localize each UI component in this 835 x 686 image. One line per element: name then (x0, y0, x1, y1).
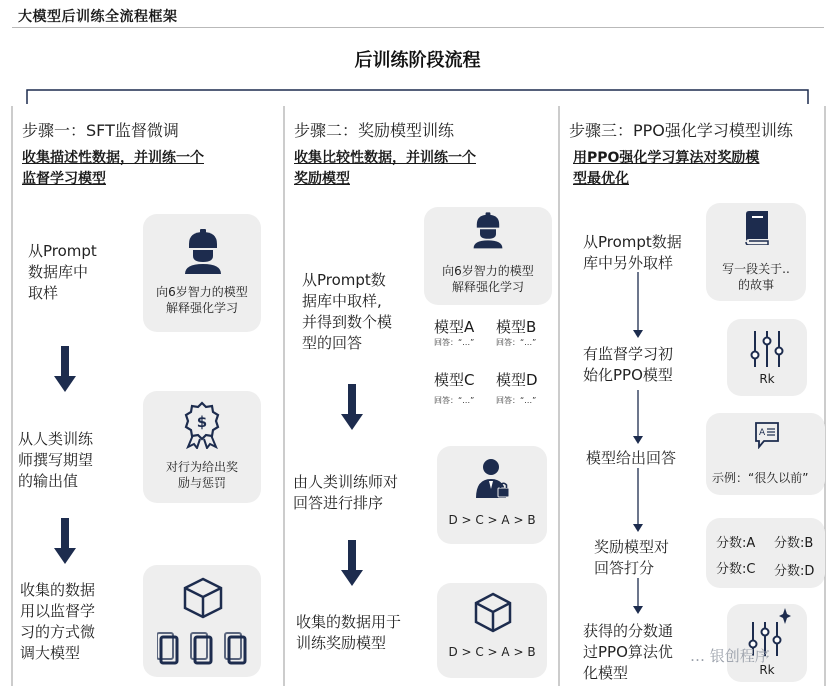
page-title: 大模型后训练全流程框架 (18, 9, 178, 25)
step-one-card-reward (143, 391, 261, 503)
step-three-card-answer-text: 示例：“很久以前” (712, 471, 809, 485)
down-arrow-icon (341, 540, 363, 588)
step-two-card-prompt-text: 向6岁智力的模型 解释强化学习 (442, 264, 534, 294)
step-two-card-ranking-text: D > C > A > B (448, 513, 536, 527)
step-two-card-reward-model-text: D > C > A > B (448, 645, 536, 659)
step-one-card-finetune (143, 565, 261, 677)
step-one-subtitle (22, 148, 204, 190)
model-c-label: 模型C (434, 371, 475, 389)
score-b: 分数:B (774, 536, 814, 551)
step-three-card-sample-text: 写一段关于.. 的故事 (722, 262, 790, 292)
chat-text-icon (754, 421, 780, 449)
svg-text:$: $ (196, 413, 208, 431)
step-three-card-scores (706, 518, 825, 588)
down-arrow-icon (54, 346, 76, 394)
step-three-node-4-text: 奖励模型对 回答打分 (594, 538, 670, 577)
down-arrow-icon (54, 518, 76, 566)
step-three-card-answer (706, 413, 825, 495)
step-three-node-5-text: 获得的分数通 过PPO算法优 化模型 (583, 622, 674, 682)
score-c: 分数:C (716, 562, 756, 577)
sliders-icon (749, 329, 785, 369)
step-three-card-init-text: Rk (759, 372, 775, 386)
step-one-subtitle-line-2: 监督学习模型 (22, 171, 106, 187)
person-icon (183, 228, 223, 274)
step-two-card-prompt (424, 207, 552, 305)
step-three-card-init (727, 319, 807, 396)
step-three-subtitle-line-2: 型最优化 (573, 171, 629, 187)
svg-text:A: A (759, 428, 766, 438)
step-three-card-optimize (727, 604, 807, 682)
step-three-node-1-text: 从Prompt数据 库中另外取样 (583, 233, 682, 272)
step-two-subtitle (294, 148, 476, 190)
model-a-label: 模型A (434, 318, 475, 336)
step-two-card-reward-model (437, 583, 547, 678)
step-two-node-1-text: 从Prompt数 据库中取样, 并得到数个模 型的回答 (302, 271, 393, 352)
model-a-answer: 回答：“…” (434, 338, 475, 347)
step-three-card-optimize-text: Rk (759, 663, 775, 677)
book-icon (744, 211, 770, 245)
step-two-node-2-text: 由人类训练师对 回答进行排序 (293, 473, 399, 512)
step-two-subtitle-line-1: 收集比较性数据，并训练一个 (294, 150, 476, 166)
step-one-node-3-text: 收集的数据 用以监督学 习的方式微 调大模型 (20, 581, 96, 662)
step-one-card-prompt (143, 214, 261, 332)
step-three-subtitle (573, 148, 759, 190)
step-three-node-2-text: 有监督学习初 始化PPO模型 (583, 345, 674, 384)
step-one-card-prompt-text: 向6岁智力的模型 解释强化学习 (156, 285, 248, 315)
step-one-node-2-text: 从人类训练 师撰写期望 的输出值 (18, 430, 94, 490)
score-d: 分数:D (774, 564, 815, 579)
step-one-card-reward-text: 对行为给出奖 励与惩罚 (165, 460, 238, 490)
watermark: … 银创程序 (690, 647, 770, 665)
model-d-label: 模型D (496, 371, 538, 389)
model-c-answer: 回答：“…” (434, 396, 475, 405)
dollar-badge-icon (181, 401, 223, 449)
step-two-title: 步骤二：奖励模型训练 (294, 121, 455, 140)
step-two-card-ranking (437, 446, 547, 544)
step-one-title: 步骤一：SFT监督微调 (22, 121, 179, 140)
diagram-title: 后训练阶段流程 (354, 50, 481, 71)
cube-tablets-icon (157, 575, 249, 669)
step-one-subtitle-line-1: 收集描述性数据，并训练一个 (22, 150, 204, 166)
step-two-node-3-text: 收集的数据用于 训练奖励模型 (296, 613, 402, 652)
step-three-title: 步骤三：PPO强化学习模型训练 (569, 121, 793, 140)
down-arrow-icon (341, 384, 363, 432)
person-icon (472, 211, 504, 249)
model-b-answer: 回答：“…” (496, 338, 537, 347)
model-d-answer: 回答：“…” (496, 396, 537, 405)
score-a: 分数:A (716, 536, 756, 551)
step-three-subtitle-line-1: 用PPO强化学习算法对奖励模 (573, 150, 760, 166)
cube-icon (473, 591, 513, 635)
step-three-node-3-text: 模型给出回答 (586, 449, 677, 467)
step-one-node-1-text: 从Prompt 数据库中 取样 (28, 242, 97, 302)
model-b-label: 模型B (496, 318, 537, 336)
trainer-lock-icon (475, 458, 511, 500)
step-three-card-sample (706, 203, 806, 301)
step-two-subtitle-line-2: 奖励模型 (294, 171, 350, 187)
